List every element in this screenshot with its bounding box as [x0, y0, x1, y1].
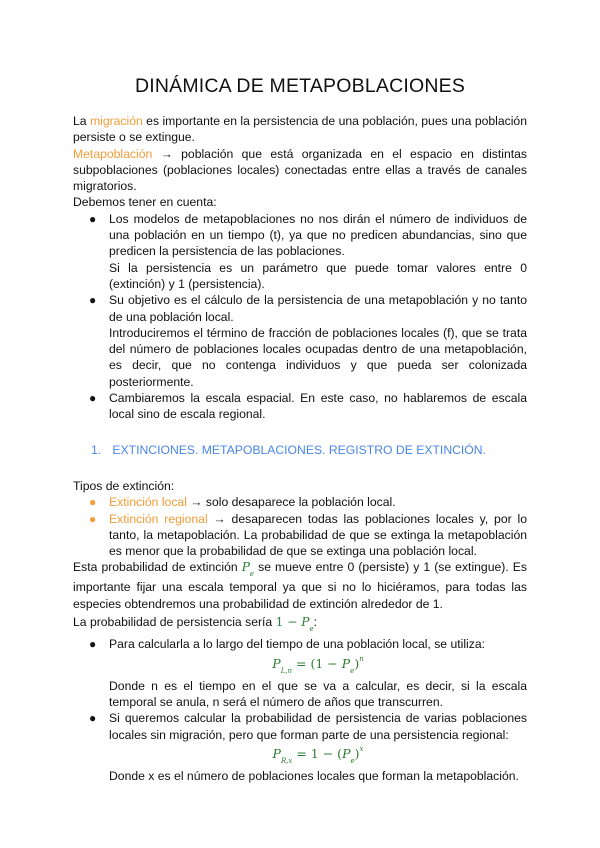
persistence-probability-paragraph: La probabilidad de persistencia sería $1 - P_e$:: [73, 614, 318, 633]
list-item: ● Extinción regional → desaparecen todas las poblaciones locales y, por lo tanto, la metapoblación. La probabilidad de que se extinga la metapoblación es menor que la probabilidad de que se extinga una población local.: [89, 511, 527, 559]
bullet-icon: ●: [89, 637, 97, 652]
highlight-metapoblacion: Metapoblación: [73, 146, 153, 161]
math-one-minus-pe: $1 - P_e$: [275, 614, 314, 633]
bullet-icon: ●: [89, 495, 97, 510]
list-item: ● Su objetivo es el cálculo de la persistencia de una metapoblación y no tanto de una población local.: [89, 293, 527, 324]
list-item: ● Si queremos calcular la probabilidad de persistencia de varias poblaciones locales sin migración, pero que forman parte de una persistencia regional:: [89, 711, 527, 742]
bullet-list-extinction-types: [73, 494, 527, 559]
bullet-icon: ●: [89, 511, 97, 526]
document-body: [73, 113, 527, 785]
highlight-migracion: migración: [89, 114, 143, 128]
list-item: ● Los modelos de metapoblaciones no nos dirán el número de individuos de una población en un tiempo (t), ya que no predicen abundancias, sino que predicen la persistencia de las poblaciones.: [89, 211, 527, 259]
page-title: DINÁMICA DE METAPOBLACIONES: [134, 75, 466, 97]
list-item-continuation: Si la persistencia es un parámetro que puede tomar valores entre 0 (extinción) y 1 (persistencia).: [109, 260, 527, 291]
formula-regional-persistence: $P_{R,x} = 1 - (P_e)^x$: [272, 745, 364, 765]
bullet-icon: ●: [89, 711, 97, 726]
bullet-icon: ●: [89, 293, 97, 308]
list-item-continuation: Donde x es el número de poblaciones locales que forman la metapoblación.: [109, 769, 519, 784]
math-pe: $P_e$: [241, 560, 255, 579]
highlight-extincion-regional: Extinción regional: [109, 511, 208, 526]
list-item: ● Para calcularla a lo largo del tiempo de una población local, se utiliza:: [89, 637, 486, 652]
highlight-extincion-local: Extinción local: [109, 495, 187, 510]
bullet-icon: ●: [89, 391, 97, 406]
list-item-continuation: Introduciremos el término de fracción de poblaciones locales (f), que se trata del número de poblaciones locales ocupadas dentro de una metapoblación, es decir, que no contenga individuos y que pueda ser colonizada posteriormente.: [109, 325, 527, 389]
bullet-icon: ●: [89, 211, 97, 226]
bullet-list-persistence: [73, 636, 527, 784]
extinction-types-intro: Tipos de extinción:: [73, 478, 175, 493]
intro-paragraph-metapoblacion: Metapoblación → población que está organizada en el espacio en distintas subpoblaciones (poblaciones locales) conectadas entre ellas a través de canales migratorios.: [73, 146, 527, 194]
extinction-probability-paragraph: Esta probabilidad de extinción $P_e$ se mueve entre 0 (persiste) y 1 (se extingue). Es importante fijar una escala temporal ya que si no lo hiciéramos, para todas las especies obtendremos una probabilidad de extinción alrededor de 1.: [73, 560, 527, 612]
section-heading-extinciones: 1. EXTINCIONES. METAPOBLACIONES. REGISTRO DE EXTINCIÓN.: [91, 442, 486, 457]
intro-paragraph-migration: La migración es importante en la persistencia de una población, pues una población persiste o se extingue.: [73, 114, 527, 145]
list-item-continuation: Donde n es el tiempo en el que se va a calcular, es decir, si la escala temporal se anula, n será el número de años que transcurren.: [109, 678, 527, 710]
list-item: ● Extinción local → solo desaparece la población local.: [89, 495, 396, 510]
intro-paragraph-consider: Debemos tener en cuenta:: [73, 195, 217, 210]
formula-local-persistence: $P_{L,n} = (1 - P_e)^n$: [272, 654, 364, 675]
list-item: ● Cambiaremos la escala espacial. En este caso, no hablaremos de escala local sino de escala regional.: [89, 391, 527, 422]
bullet-list-considerations: [73, 211, 527, 423]
